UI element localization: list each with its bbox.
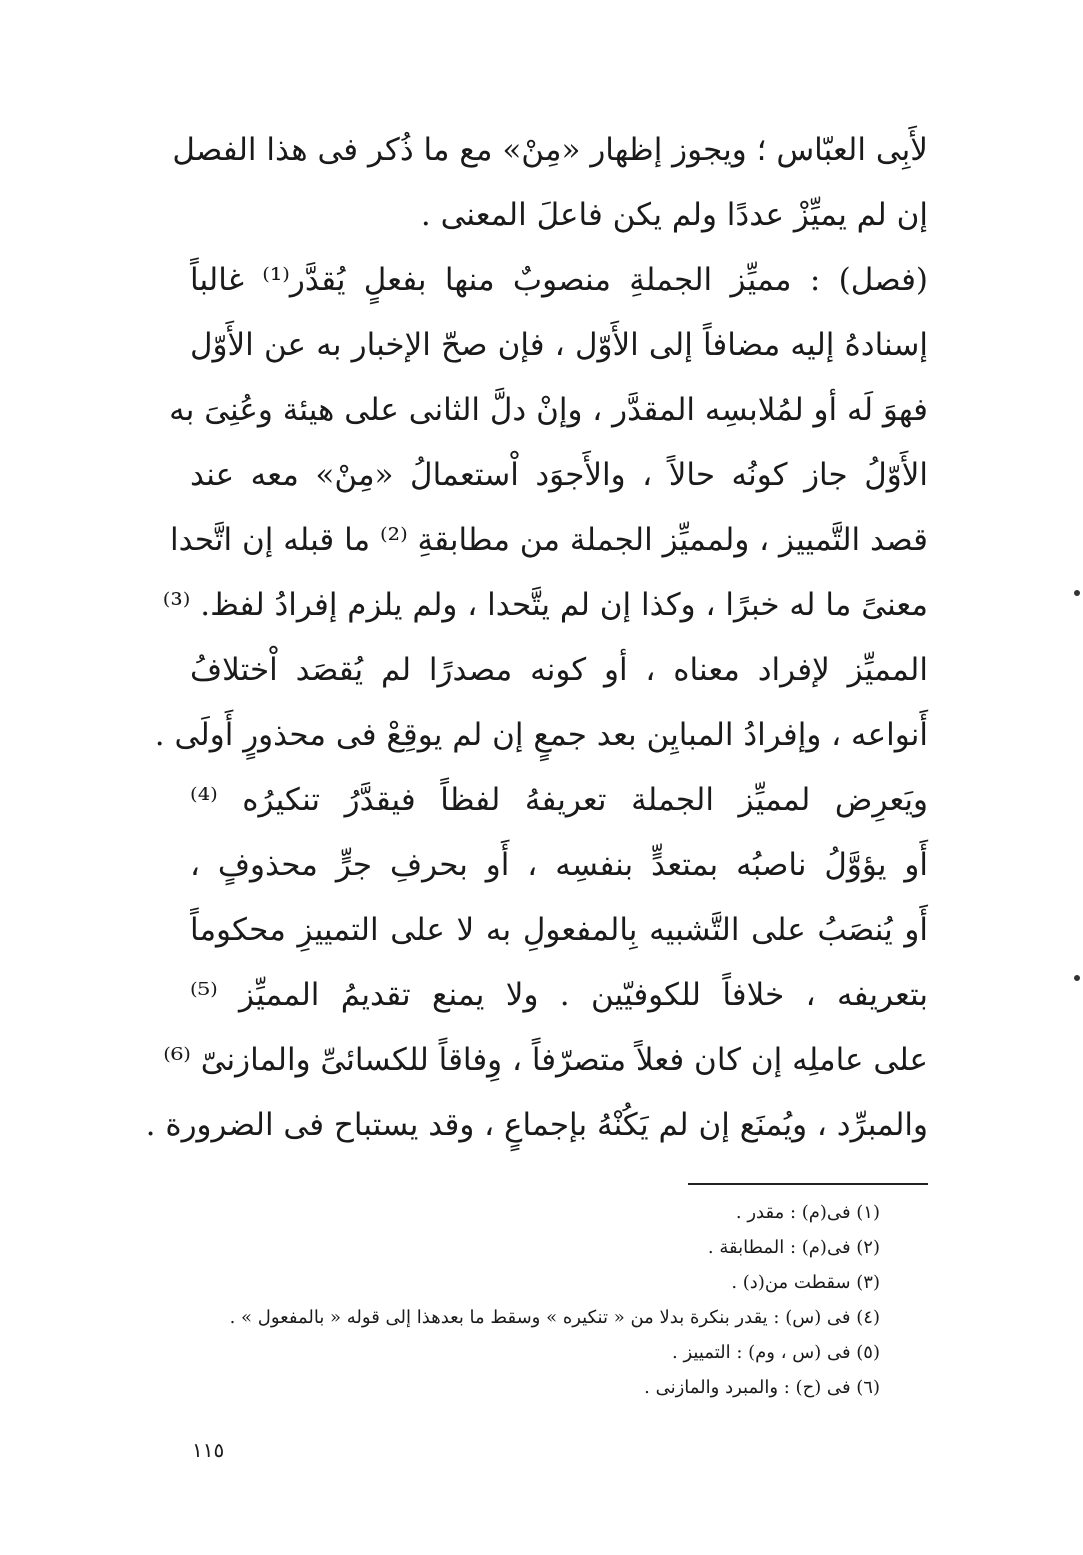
text-line: على عاملِه إن كان فعلاً متصرّفاً ، وِفاقاً للكسائىِّ والمازنىّ ⁽⁶⁾ [163, 1042, 928, 1078]
page-number: ١١٥ [192, 1438, 225, 1462]
text-line: إن لم يميِّزْ عددًا ولم يكن فاعلَ المعنى . [420, 197, 928, 233]
text-line: قصد التَّمييز ، ولمميِّز الجملة من مطابقةِ ⁽²⁾ ما قبله إن اتَّحدا [169, 522, 928, 558]
footnotes [190, 1195, 880, 1405]
footnote-divider [688, 1183, 928, 1185]
text-line: ويَعرِض لمميِّز الجملة تعريفهُ لفظاً فيقدَّرُ تنكيرُه ⁽⁴⁾ [190, 782, 928, 818]
text-line: أَو يُنصَبُ على التَّشبيه بِالمفعولِ به لا على التمييزِ محكوماً [190, 912, 928, 948]
text-line: الأَوّلُ جاز كونُه حالاً ، والأَجوَد اْستعمالُ «مِنْ» معه عند [190, 457, 928, 493]
text-line: لأَبِى العبّاس ؛ ويجوز إظهار «مِنْ» مع ما ذُكر فى هذا الفصل [172, 132, 928, 168]
text-line: (فصل) : مميِّز الجملةِ منصوبٌ منها بفعلٍ يُقدَّر⁽¹⁾ غالباً [190, 262, 928, 298]
text-line: بتعريفه ، خلافاً للكوفيّين . ولا يمنع تقديمُ المميِّز ⁽⁵⁾ [190, 977, 928, 1013]
text-line: أَو يؤوَّلُ ناصبُه بمتعدٍّ بنفسِه ، أَو بحرفِ جرٍّ محذوفٍ ، [190, 847, 928, 883]
footnote: (١) فى(م) : مقدر . [735, 1202, 880, 1223]
footnote: (٤) فى (س) : يقدر بنكرة بدلا من « تنكيره » وسقط ما بعدهذا إلى قوله « بالمفعول » . [229, 1307, 880, 1328]
text-line: فهوَ لَه أو لمُلابسِه المقدَّر ، وإنْ دلَّ الثانى على هيئة وعُنِىَ به [169, 392, 928, 428]
text-line: إسنادهُ إليه مضافاً إلى الأَوّل ، فإن صحّ الإخبار به عن الأَوّل [190, 327, 928, 363]
footnote: (٢) فى(م) : المطابقة . [707, 1237, 880, 1258]
text-line: أَنواعه ، وإفرادُ المبايِن بعد جمعٍ إن لم يوقِعْ فى محذورٍ أَولَى . [154, 717, 928, 753]
margin-dot [1074, 590, 1080, 596]
text-line: والمبرِّد ، ويُمنَع إن لم يَكُنْهُ بإجماعٍ ، وقد يستباح فى الضرورة . [145, 1107, 928, 1143]
footnote: (٦) فى (ح) : والمبرد والمازنى . [644, 1377, 880, 1398]
footnote: (٣) سقطت من(د) . [731, 1272, 880, 1293]
main-text [145, 118, 928, 1158]
footnote: (٥) فى (س ، وم) : التمييز . [672, 1342, 880, 1363]
margin-dot [1074, 975, 1080, 981]
text-line: معنىً ما له خبرًا ، وكذا إن لم يتَّحدا ، ولم يلزم إفرادُ لفظ. ⁽³⁾ [162, 587, 928, 623]
text-line: المميِّز لإفراد معناه ، أو كونه مصدرًا لم يُقصَد اْختلافُ [190, 652, 928, 688]
